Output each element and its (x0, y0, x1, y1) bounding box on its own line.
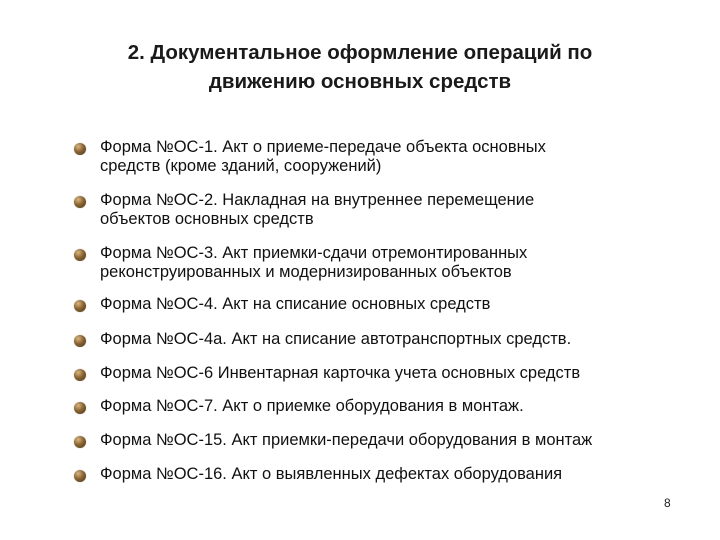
bullet-icon (74, 436, 86, 448)
list-item-line: средств (кроме зданий, сооружений) (100, 157, 382, 175)
list-item-line: Форма №ОС-6 Инвентарная карточка учета основных средств (100, 364, 581, 382)
bullet-icon (74, 470, 86, 482)
list-item-text (100, 138, 710, 176)
bullet-icon (74, 369, 86, 381)
list-item-line: Форма №ОС-4а. Акт на списание автотранспортных средств. (100, 330, 572, 348)
list-item-line: Форма №ОС-4. Акт на списание основных средств (100, 295, 491, 313)
list-item-text (100, 295, 710, 314)
bullet-icon (74, 196, 86, 208)
list-item-line: Форма №ОС-3. Акт приемки-сдачи отремонтированных (100, 244, 528, 262)
slide-title-line: движению основных средств (208, 70, 512, 93)
list-item-line: Форма №ОС-16. Акт о выявленных дефектах оборудования (100, 465, 563, 483)
list-item-text (100, 364, 710, 383)
bullet-icon (74, 300, 86, 312)
list-item-line: Форма №ОС-7. Акт о приемке оборудования в монтаж. (100, 397, 524, 415)
slide-title-line: 2. Документальное оформление операций по (127, 41, 593, 64)
list-item-line: Форма №ОС-2. Накладная на внутреннее перемещение (100, 191, 535, 209)
list-item-line: Форма №ОС-15. Акт приемки-передачи оборудования в монтаж (100, 431, 593, 449)
list-item-text (100, 244, 710, 282)
list-item-text (100, 397, 710, 416)
list-item-text (100, 330, 710, 349)
bullet-icon (74, 402, 86, 414)
page-number: 8 (664, 496, 671, 510)
bullet-icon (74, 335, 86, 347)
list-item-line: реконструированных и модернизированных объектов (100, 263, 512, 281)
bullet-icon (74, 249, 86, 261)
list-item-text (100, 431, 710, 450)
list-item-line: Форма №ОС-1. Акт о приеме-передаче объекта основных (100, 138, 546, 156)
bullet-icon (74, 143, 86, 155)
list-item-text (100, 191, 710, 229)
list-item-line: объектов основных средств (100, 210, 314, 228)
list-item-text (100, 465, 710, 484)
